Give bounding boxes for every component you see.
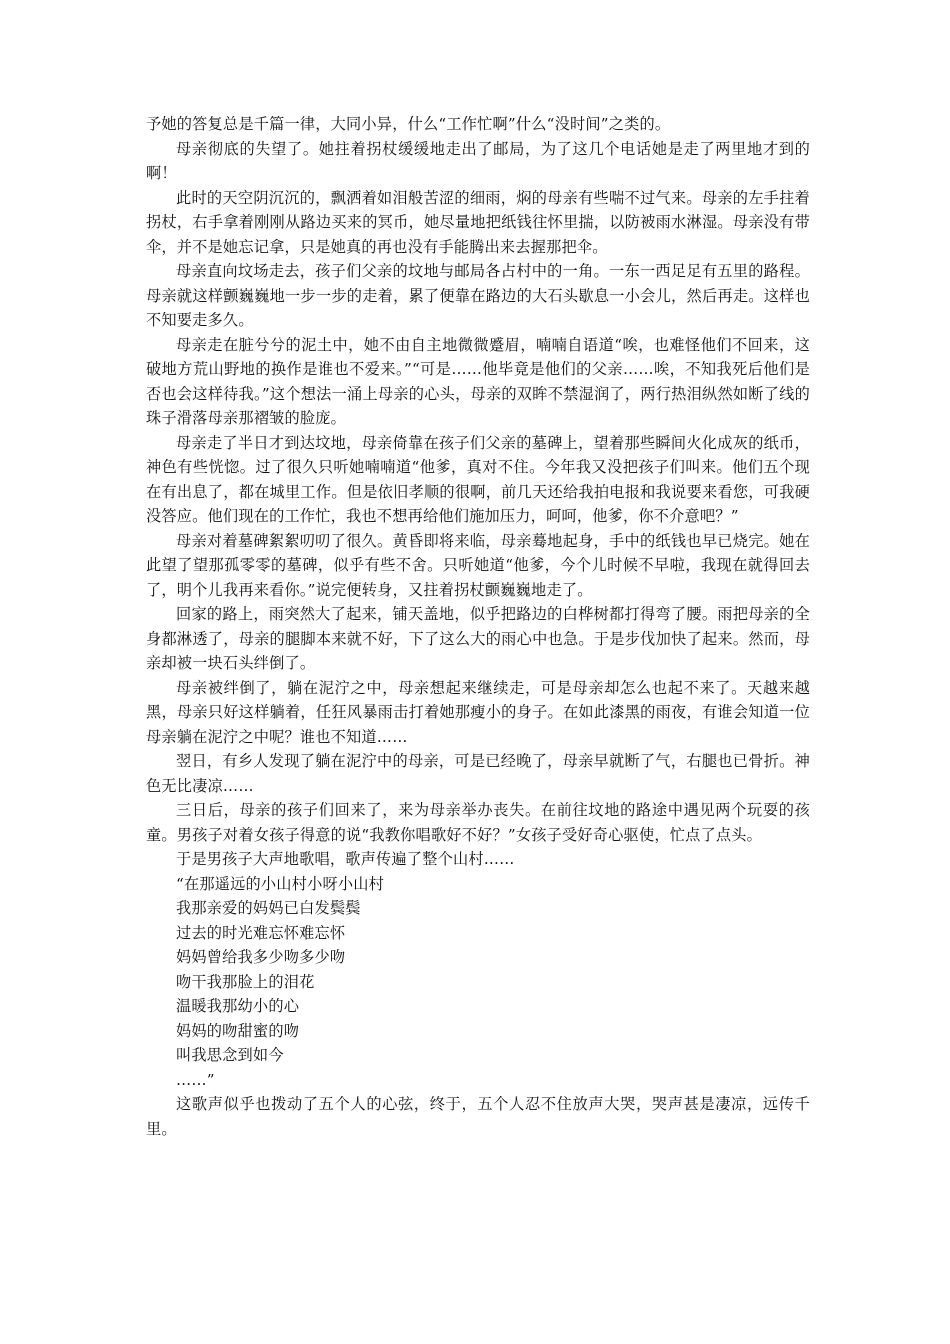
song-line: 叫我思念到如今 bbox=[176, 1046, 284, 1064]
paragraph: 母亲彻底的失望了。她拄着拐杖缓缓地走出了邮局，为了这几个电话她是走了两里地才到的啊！ bbox=[146, 139, 810, 182]
paragraph: 母亲走了半日才到达坟地，母亲倚靠在孩子们父亲的墓碑上，望着那些瞬间火化成灰的纸币，神色有些恍惚。过了很久只听她喃喃道“他爹，真对不住。今年我又没把孩子们叫来。他们五个现在有出息了，都在城里工作。但是依旧孝顺的很啊，前几天还给我拍电报和我说要来看您，可我硬没答应。他们现在的工作忙，我也不想再给他们施加压力，呵呵，他爹，你不介意吧？” bbox=[146, 433, 810, 525]
paragraph: 母亲走在脏兮兮的泥土中，她不由自主地微微蹙眉，喃喃自语道“唉，也难怪他们不回来，这破地方荒山野地的换作是谁也不爱来。”“可是……他毕竟是他们的父亲……唉，不知我死后他们是否也会这样待我。”这个想法一涌上母亲的心头，母亲的双眸不禁湿润了，两行热泪纵然如断了线的珠子滑落母亲那褶皱的脸庞。 bbox=[146, 335, 810, 427]
paragraph: 母亲被绊倒了，躺在泥泞之中，母亲想起来继续走，可是母亲却怎么也起不来了。天越来越黑，母亲只好这样躺着，任狂风暴雨击打着她那瘦小的身子。在如此漆黑的雨夜，有谁会知道一位母亲躺在泥泞之中呢？谁也不知道…… bbox=[146, 678, 810, 746]
paragraph: 这歌声似乎也拨动了五个人的心弦，终于，五个人忍不住放声大哭，哭声甚是凄凉，远传千里。 bbox=[146, 1095, 810, 1138]
song-line: ……” bbox=[176, 1070, 215, 1089]
paragraph: 于是男孩子大声地歌唱，歌声传遍了整个山村…… bbox=[176, 850, 515, 868]
paragraph: 母亲直向坟场走去，孩子们父亲的坟地与邮局各占村中的一角。一东一西足足有五里的路程。母亲就这样颤巍巍地一步一步的走着，累了便靠在路边的大石头歇息一小会儿，然后再走。这样也不知要走多久。 bbox=[146, 262, 810, 329]
paragraph: 母亲对着墓碑絮絮叨叨了很久。黄昏即将来临，母亲蓦地起身，手中的纸钱也早已烧完。她在此望了望那孤零零的墓碑，似乎有些不舍。只听她道“他爹，今个儿时候不早啦，我现在就得回去了，明个儿我再来看你。”说完便转身，又拄着拐杖颤巍巍地走了。 bbox=[146, 531, 810, 599]
song-line: 妈妈的吻甜蜜的吻 bbox=[176, 1021, 300, 1040]
song-line: 过去的时光难忘怀难忘怀 bbox=[176, 923, 346, 942]
song-line: 妈妈曾给我多少吻多少吻 bbox=[176, 948, 346, 966]
song-line: “在那遥远的小山村小呀小山村 bbox=[176, 874, 385, 893]
song-line: 吻干我那脸上的泪花 bbox=[176, 972, 315, 991]
song-line: 温暖我那幼小的心 bbox=[176, 997, 300, 1015]
paragraph: 翌日，有乡人发现了躺在泥泞中的母亲，可是已经晚了，母亲早就断了气，右腿也已骨折。神色无比凄凉…… bbox=[146, 752, 810, 795]
paragraph: 予她的答复总是千篇一律，大同小异，什么“工作忙啊”什么“没时间”之类的。 bbox=[146, 115, 671, 133]
paragraph: 三日后，母亲的孩子们回来了，来为母亲举办丧失。在前往坟地的路途中遇见两个玩耍的孩童。男孩子对着女孩子得意的说“我教你唱歌好不好？”女孩子受好奇心驱使，忙点了点头。 bbox=[146, 801, 810, 844]
document-page bbox=[146, 112, 810, 1141]
song-lyrics bbox=[146, 872, 810, 1093]
song-line: 我那亲爱的妈妈已白发鬓鬓 bbox=[176, 899, 361, 917]
paragraph: 回家的路上，雨突然大了起来，铺天盖地，似乎把路边的白桦树都打得弯了腰。雨把母亲的全身都淋透了，母亲的腿脚本来就不好，下了这么大的雨心中也急。于是步伐加快了起来。然而，母亲却被一块石头绊倒了。 bbox=[146, 605, 810, 672]
paragraph: 此时的天空阴沉沉的，飘洒着如泪般苦涩的细雨，焖的母亲有些喘不过气来。母亲的左手拄着拐杖，右手拿着刚刚从路边买来的冥币，她尽量地把纸钱往怀里揣，以防被雨水淋湿。母亲没有带伞，并不是她忘记拿，只是她真的再也没有手能腾出来去握那把伞。 bbox=[146, 188, 810, 256]
